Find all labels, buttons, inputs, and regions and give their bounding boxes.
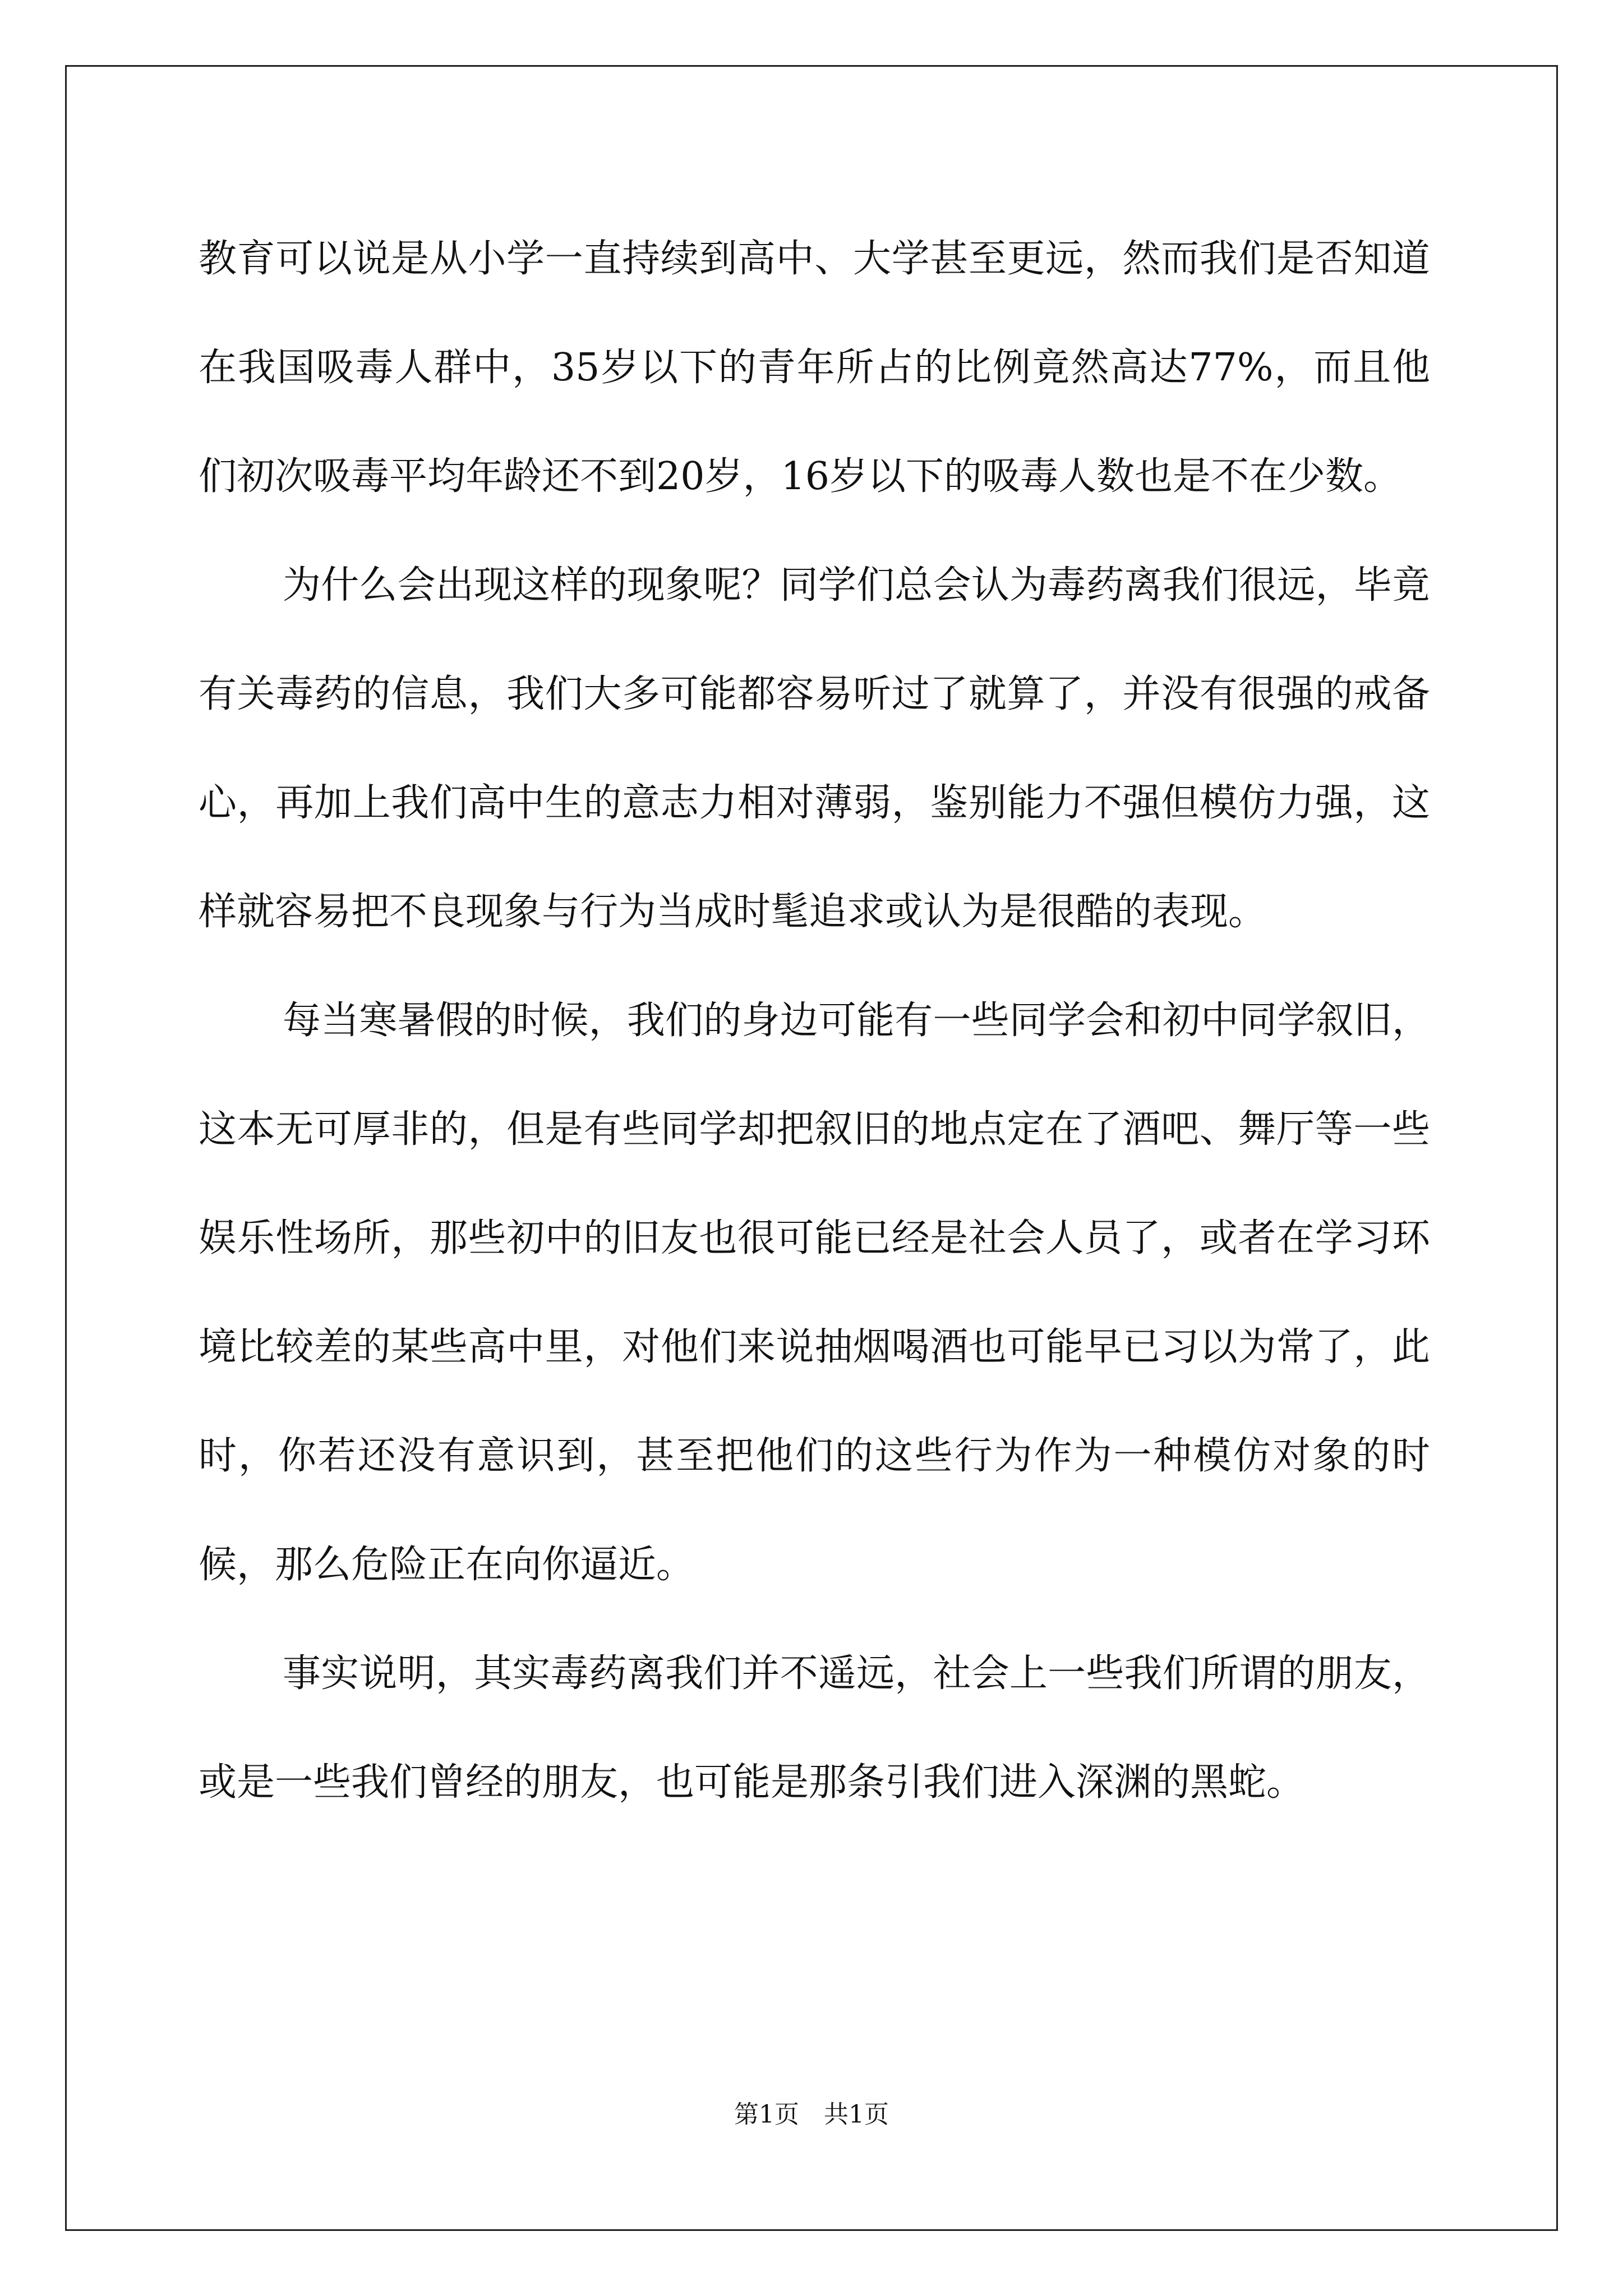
paragraph-3: 每当寒暑假的时候，我们的身边可能有一些同学会和初中同学叙旧，这本无可厚非的，但是有些同学却把叙旧的地点定在了酒吧、舞厅等一些娱乐性场所，那些初中的旧友也很可能已经是社会人员了，或者在学习环境比较差的某些高中里，对他们来说抽烟喝酒也可能早已习以为常了，此时，你若还没有意识到，甚至把他们的这些行为作为一种模仿对象的时候，那么危险正在向你逼近。 xyxy=(199,999,1430,1587)
document-body xyxy=(199,205,1430,1837)
paragraph-1: 教育可以说是从小学一直持续到高中、大学甚至更远，然而我们是否知道在我国吸毒人群中，35岁以下的青年所占的比例竟然高达77%，而且他们初次吸毒平均年龄还不到20岁，16岁以下的吸毒人数也是不在少数。 xyxy=(199,237,1430,499)
paragraph-2: 为什么会出现这样的现象呢？同学们总会认为毒药离我们很远，毕竟有关毒药的信息，我们大多可能都容易听过了就算了，并没有很强的戒备心，再加上我们高中生的意志力相对薄弱，鉴别能力不强但模仿力强，这样就容易把不良现象与行为当成时髦追求或认为是很酷的表现。 xyxy=(199,563,1430,934)
page-footer: 第1页 共1页 xyxy=(734,2100,889,2129)
paragraph-4: 事实说明，其实毒药离我们并不遥远，社会上一些我们所谓的朋友，或是一些我们曾经的朋友，也可能是那条引我们进入深渊的黑蛇。 xyxy=(199,1651,1430,1805)
